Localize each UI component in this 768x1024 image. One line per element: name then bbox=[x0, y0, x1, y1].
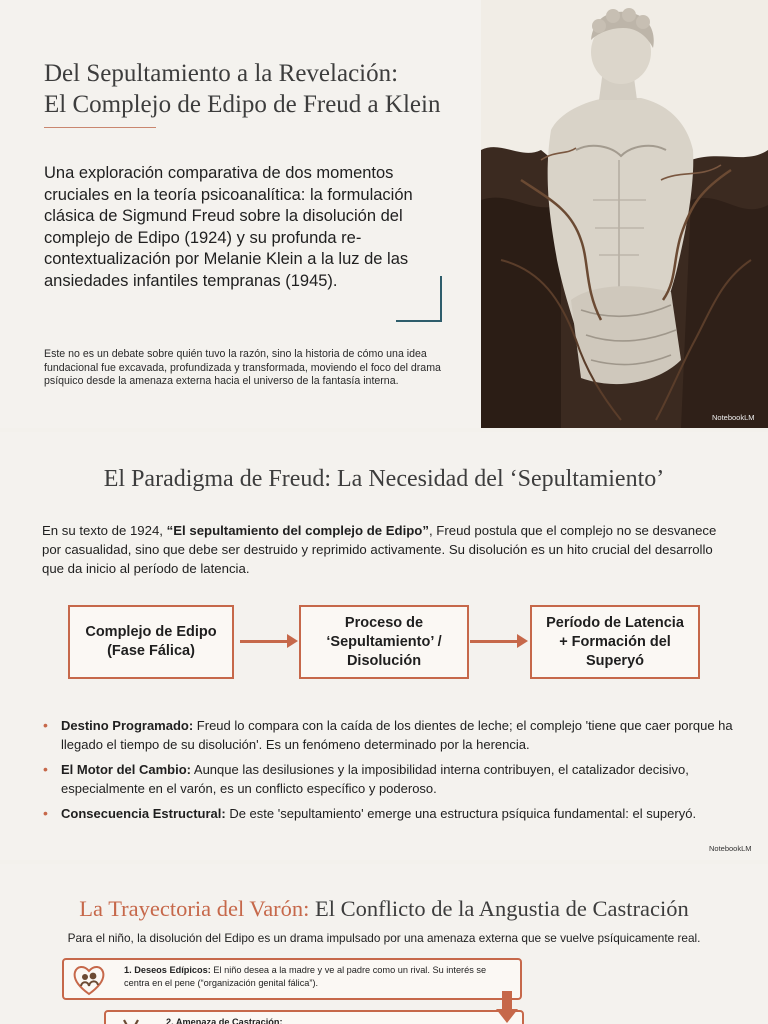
intro-note-paragraph: Este no es un debate sobre quién tuvo la razón, sino la historia de cómo una idea fundacional fue excavada, profundizada y transformada, moviendo el foco del drama psíquico desde la amenaza externa hacia el universo de la fantasía interna. bbox=[44, 348, 441, 387]
flow-arrow bbox=[240, 640, 294, 643]
slide-intro bbox=[0, 0, 768, 428]
down-arrow-icon bbox=[496, 991, 518, 1023]
step-castration-threat bbox=[104, 1010, 524, 1024]
bullet-term: El Motor del Cambio: bbox=[61, 762, 191, 777]
bullet-dot-icon: • bbox=[43, 761, 48, 777]
step-term: 2. Amenaza de Castración: bbox=[166, 1017, 283, 1024]
flow-box-line: (Fase Fálica) bbox=[107, 643, 195, 659]
freud-bullet-list bbox=[42, 716, 742, 829]
slide-freud-paradigm bbox=[0, 432, 768, 860]
bullet-term: Consecuencia Estructural: bbox=[61, 806, 226, 821]
bullet-dot-icon: • bbox=[43, 717, 48, 733]
heart-figures-icon bbox=[72, 964, 106, 996]
intro-text-bold: “El sepultamiento del complejo de Edipo” bbox=[166, 523, 429, 538]
freud-intro-paragraph bbox=[42, 521, 722, 578]
list-item bbox=[42, 804, 742, 823]
flow-box-line: Proceso de bbox=[344, 614, 424, 631]
flow-box-oedipus-complex bbox=[68, 605, 234, 679]
title-rest: El Conflicto de la Angustia de Castración bbox=[309, 896, 689, 921]
list-item bbox=[42, 760, 742, 798]
boy-slide-subtitle: Para el niño, la disolución del Edipo es un drama impulsado por una amenaza externa que se vuelve psíquicamente real. bbox=[67, 931, 701, 945]
flow-box-line: Complejo de Edipo bbox=[85, 624, 217, 640]
intro-title-line2: El Complejo de Edipo de Freud a Klein bbox=[44, 91, 441, 118]
flow-box-line: ‘Sepultamiento’ / bbox=[326, 633, 442, 650]
step-body: El niño desea a la madre y ve al padre como un rival. Su interés se centra en el pene (“organización genital fálica”). bbox=[124, 965, 487, 988]
intro-title bbox=[44, 58, 474, 120]
boy-slide-title bbox=[0, 896, 768, 922]
bullet-term: Destino Programado: bbox=[61, 718, 194, 733]
corner-bracket-decoration bbox=[396, 276, 442, 322]
step-text bbox=[124, 964, 514, 990]
freud-slide-title: El Paradigma de Freud: La Necesidad del ‘Sepultamiento’ bbox=[103, 466, 665, 492]
statue-in-soil-image bbox=[481, 0, 768, 428]
intro-text-post: , Freud postula que el complejo no se desvanece por casualidad, sino que debe ser destruido y reprimido activamente. Su disolución es un hito crucial del desarrollo que da inicio al período de latencia. bbox=[42, 523, 717, 576]
list-item bbox=[42, 716, 742, 754]
scissors-icon bbox=[114, 1016, 148, 1024]
intro-lead-paragraph: Una exploración comparativa de dos momentos cruciales en la teoría psicoanalítica: la formulación clásica de Sigmund Freud sobre la disolución del complejo de Edipo (1924) y su profunda re-contextualización por Melanie Klein a la luz de las ansiedades infantiles tempranas (1945). bbox=[44, 164, 413, 290]
flow-arrow bbox=[470, 640, 524, 643]
flow-box-burial-process bbox=[299, 605, 469, 679]
step-term: 1. Deseos Edípicos: bbox=[124, 965, 211, 975]
flow-box-line: Superyó bbox=[585, 652, 644, 669]
title-underline bbox=[44, 127, 156, 128]
intro-title-line1: Del Sepultamiento a la Revelación: bbox=[44, 60, 399, 87]
intro-text-pre: En su texto de 1924, bbox=[42, 523, 167, 538]
flow-box-latency-period bbox=[530, 605, 700, 679]
bullet-dot-icon: • bbox=[43, 805, 48, 821]
bullet-text: De este 'sepultamiento' emerge una estructura psíquica fundamental: el superyó. bbox=[225, 806, 697, 821]
slide-boy-trajectory bbox=[0, 864, 768, 1024]
title-accent: La Trayectoria del Varón: bbox=[79, 896, 310, 921]
bullet-text: Aunque las desilusiones y la imposibilidad interna contribuyen, el catalizador decisivo, especialmente en el varón, es un conflicto específico y poderoso. bbox=[61, 762, 689, 796]
step-oedipal-desires bbox=[62, 958, 522, 1000]
flow-box-line: + Formación del bbox=[559, 633, 671, 650]
notebooklm-badge: NotebookLM bbox=[712, 413, 755, 422]
flow-box-line: Disolución bbox=[346, 652, 422, 669]
bullet-text: Freud lo compara con la caída de los dientes de leche; el complejo 'tiene que caer porque ha llegado el tiempo de su disolución'. Es un fenómeno determinado por la herencia. bbox=[61, 718, 733, 752]
flow-box-line: Período de Latencia bbox=[546, 614, 684, 631]
notebooklm-badge: NotebookLM bbox=[709, 844, 752, 853]
